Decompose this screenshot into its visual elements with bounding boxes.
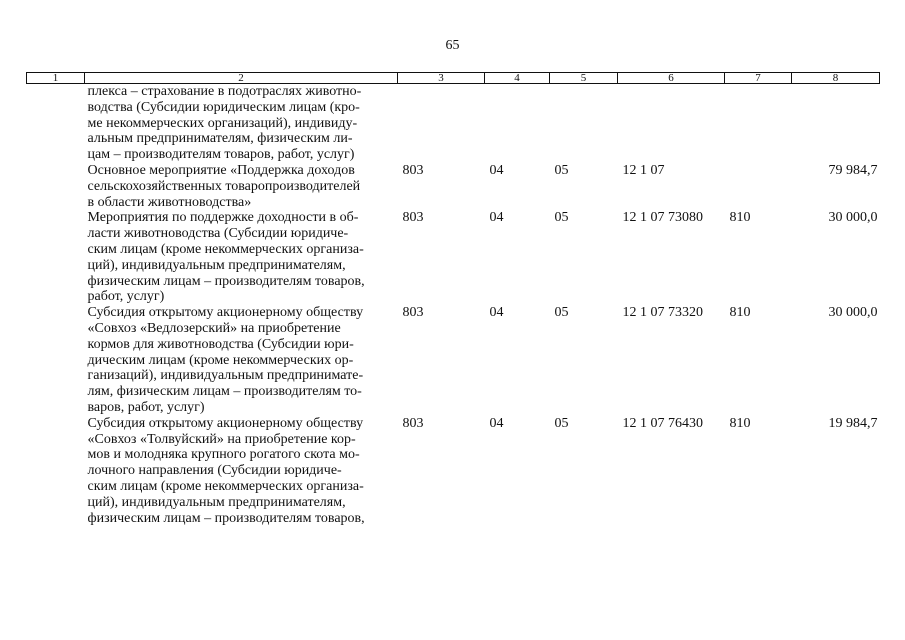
item-name-line: ласти животноводства (Субсидии юридиче- [87,226,349,242]
subsection-code: 05 [554,415,569,431]
expense-type-code [725,84,792,163]
ministry-code: 803 [402,415,424,431]
item-name-line: физическим лицам – производителям товаров, [87,273,365,289]
item-name-line: водства (Субсидии юридическим лицам (кро- [87,99,360,115]
expense-type-code: 810 [729,210,751,226]
row-index-cell [27,210,85,305]
section-code: 04 [489,210,504,226]
item-name-line: цам – производителям товаров, работ, услуг) [87,147,355,163]
table-row [27,305,880,416]
item-name-line: плекса – страхование в подотраслях животно- [87,84,362,99]
section-code: 04 [489,305,504,321]
table-row [27,210,880,305]
section-code: 04 [489,415,504,431]
item-name-line: Субсидия открытому акционерному обществу [87,305,364,321]
amount: 79 984,7 [828,162,878,178]
item-name-line: Мероприятия по поддержке доходности в об- [87,210,359,226]
table-header [27,73,880,84]
item-name-line: кормов для животноводства (Субсидии юри- [87,336,354,352]
item-name-line: в области животноводства» [87,194,252,210]
item-name [85,163,398,210]
item-name [85,416,398,527]
item-name-line: ским лицам (кроме некоммерческих организа- [87,241,364,257]
ministry-code: 803 [402,210,424,226]
item-name-line: «Совхоз «Толвуйский» на приобретение кор- [87,431,356,447]
item-name-line: альным предпринимателям, физическим ли- [87,131,353,147]
column-header: 8 [792,73,880,84]
section-code: 04 [489,162,504,178]
table-row [27,416,880,527]
amount: 30 000,0 [828,210,878,226]
item-name-line: сельскохозяйственных товаропроизводителей [87,178,361,194]
subsection-code: 05 [554,162,569,178]
expense-type-code [725,163,792,210]
row-index-cell [27,163,85,210]
ministry-code: 803 [402,162,424,178]
target-article-code: 12 1 07 76430 [622,415,703,431]
item-name [85,305,398,416]
target-article-code [618,84,725,163]
item-name [85,84,398,163]
ministry-code [398,84,485,163]
column-header: 1 [27,73,85,84]
column-header: 2 [85,73,398,84]
item-name [85,210,398,305]
row-index-cell [27,416,85,527]
column-header: 4 [485,73,550,84]
amount [792,84,880,163]
item-name-line: Субсидия открытому акционерному обществу [87,415,364,431]
row-index-cell [27,84,85,163]
item-name-line: варов, работ, услуг) [87,399,205,415]
item-name-line: ме некоммерческих организаций), индивиду- [87,115,358,131]
subsection-code [550,84,618,163]
column-header: 5 [550,73,618,84]
expense-type-code: 810 [729,305,751,321]
page-number: 65 [445,38,460,53]
item-name-line: ций), индивидуальным предпринимателям, [87,494,346,510]
target-article-code: 12 1 07 [622,162,665,178]
budget-table [26,72,880,526]
expense-type-code: 810 [729,415,751,431]
item-name-line: лочного направления (Субсидии юридиче- [87,463,342,479]
row-index-cell [27,305,85,416]
item-name-line: лям, физическим лицам – производителям то- [87,384,362,400]
target-article-code: 12 1 07 73320 [622,305,703,321]
table-body [27,84,880,527]
item-name-line: ским лицам (кроме некоммерческих организа- [87,478,364,494]
column-header: 3 [398,73,485,84]
item-name-line: ганизаций), индивидуальным предпринимате- [87,368,364,384]
item-name-line: «Совхоз «Ведлозерский» на приобретение [87,320,341,336]
target-article-code: 12 1 07 73080 [622,210,703,226]
column-header: 7 [725,73,792,84]
section-code [485,84,550,163]
item-name-line: ций), индивидуальным предпринимателям, [87,257,346,273]
column-header: 6 [618,73,725,84]
item-name-line: Основное мероприятие «Поддержка доходов [87,162,355,178]
item-name-line: дическим лицам (кроме некоммерческих ор- [87,352,354,368]
table-row [27,84,880,163]
subsection-code: 05 [554,305,569,321]
ministry-code: 803 [402,305,424,321]
item-name-line: физическим лицам – производителям товаров, [87,510,365,526]
amount: 19 984,7 [828,415,878,431]
subsection-code: 05 [554,210,569,226]
column-number-row [27,73,880,84]
table-row [27,163,880,210]
item-name-line: работ, услуг) [87,289,165,305]
amount: 30 000,0 [828,305,878,321]
item-name-line: мов и молодняка крупного рогатого скота мо- [87,447,360,463]
